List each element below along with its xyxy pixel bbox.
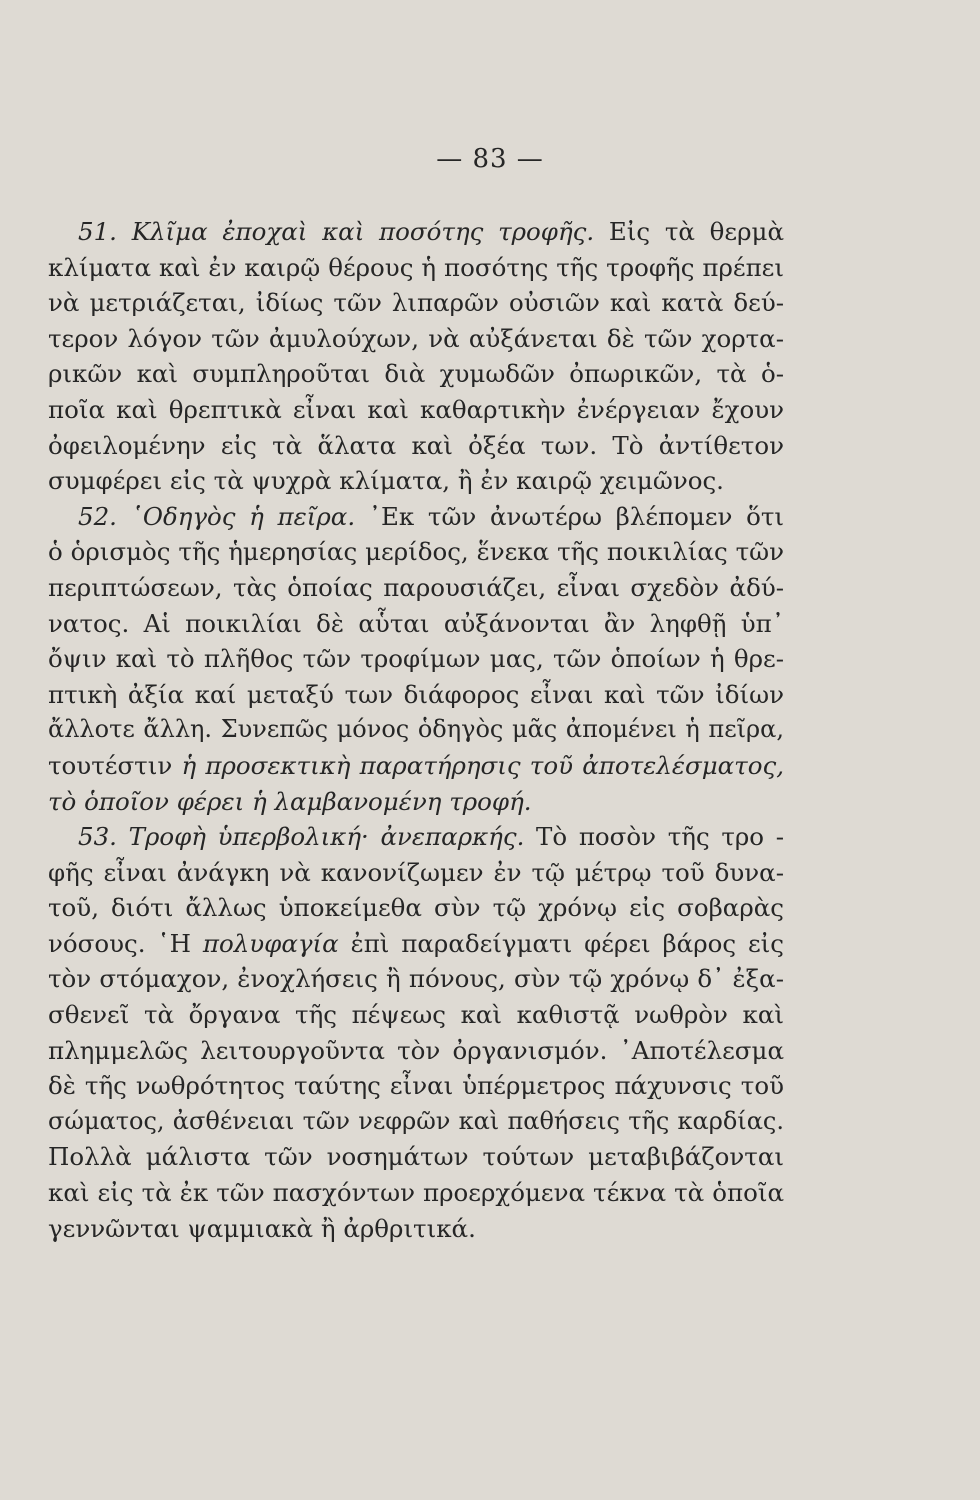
section-52-line-9: τὸ ὁποῖον φέρει ἡ λαμβανομένη τροφή.	[48, 786, 532, 816]
body-text	[48, 214, 784, 1246]
section-53-line-2: φῆς εἶναι ἀνάγκη νὰ κανονίζωμεν ἐν τῷ μέτρῳ τοῦ δυνα-	[48, 857, 784, 887]
section-53-line-9: σώματος, ἀσθένειαι τῶν νεφρῶν καὶ παθήσεις τῆς καρδίας.	[48, 1106, 784, 1135]
section-52-line-8	[48, 748, 784, 784]
section-53-line-8: δὲ τῆς νωθρότητος ταύτης εἶναι ὑπέρμετρος πάχυνσις τοῦ	[48, 1071, 784, 1101]
section-52-prefix: τουτέστιν	[48, 750, 173, 780]
section-53-line-5: τὸν στόμαχον, ἐνοχλήσεις ἢ πόνους, σὺν τῷ χρόνῳ δ᾿ ἐξα-	[48, 964, 784, 994]
section-53-number: 53.	[78, 822, 117, 852]
section-51-heading: Κλῖμα ἐποχαὶ καὶ ποσότης τροφῆς.	[131, 217, 595, 246]
section-52-line-6: πτικὴ ἀξία καί μεταξύ των διάφορος εἶναι καὶ τῶν ἰδίων	[48, 679, 784, 709]
section-52-number: 52.	[78, 501, 117, 531]
section-52-line-3: περιπτώσεων, τὰς ὁποίας παρουσιάζει, εἶναι σχεδὸν ἀδύ-	[48, 572, 784, 602]
section-52-line-5: ὄψιν καὶ τὸ πλῆθος τῶν τροφίμων μας, τῶν ὁποίων ἡ θρε-	[48, 644, 784, 674]
section-53-after: ἐπὶ παραδείγματι φέρει βάρος εἰς	[350, 928, 784, 958]
section-53-text: Τὸ ποσὸν τῆς τρο -	[536, 822, 785, 852]
section-52-line-1	[48, 499, 784, 535]
section-52-italic-1: ἡ προσεκτικὴ παρατήρησις τοῦ ἀποτελέσματος,	[181, 750, 784, 780]
section-51-text: Εἰς τὰ θερμὰ	[608, 217, 784, 246]
section-51-line-4: τερον λόγον τῶν ἀμυλούχων, νὰ αὐξάνεται δὲ τῶν χορτα-	[48, 323, 784, 353]
section-52-line-2: ὁ ὁρισμὸς τῆς ἡμερησίας μερίδος, ἕνεκα τῆς ποικιλίας τῶν	[48, 537, 784, 567]
section-52-text: ᾿Εκ τῶν ἀνωτέρω βλέπομεν ὅτι	[368, 501, 784, 531]
section-52-line-4: νατος. Αἱ ποικιλίαι δὲ αὗται αὐξάνονται ἂν ληφθῇ ὑπ᾿	[48, 608, 784, 638]
section-51-number: 51.	[78, 217, 117, 246]
section-51-line-6: ποῖα καὶ θρεπτικὰ εἶναι καὶ καθαρτικὴν ἐνέργειαν ἔχουν	[48, 394, 784, 424]
section-53-heading: Τροφὴ ὑπερβολική· ἀνεπαρκής.	[128, 822, 525, 852]
section-52-line-7: ἄλλοτε ἄλλη. Συνεπῶς μόνος ὁδηγὸς μᾶς ἀπομένει ἡ πεῖρα,	[48, 715, 784, 744]
section-53-line-1	[48, 819, 784, 855]
page-number: — 83 —	[436, 144, 544, 174]
section-53-line-11: καὶ εἰς τὰ ἐκ τῶν πασχόντων προερχόμενα τέκνα τὰ ὁποῖα	[48, 1178, 784, 1208]
section-53-line-7: πλημμελῶς λειτουργοῦντα τὸν ὀργανισμόν. ᾿Αποτέλεσμα	[48, 1035, 784, 1065]
section-53-line-10: Πολλὰ μάλιστα τῶν νοσημάτων τούτων μεταβιβάζονται	[48, 1142, 784, 1172]
section-51-line-1	[48, 214, 784, 250]
section-51-line-2: κλίματα καὶ ἐν καιρῷ θέρους ἡ ποσότης τῆς τροφῆς πρέπει	[48, 252, 784, 282]
section-53-line-12: γεννῶνται ψαμμιακὰ ἢ ἀρθριτικά.	[48, 1213, 476, 1243]
section-53-polyfagia: πολυφαγία	[202, 928, 339, 958]
section-53-before: ῾Η	[157, 928, 192, 958]
section-53-line-3: τοῦ, διότι ἄλλως ὑποκείμεθα σὺν τῷ χρόνῳ εἰς σοβαρὰς	[48, 893, 784, 923]
section-52-heading: ῾Οδηγὸς ἡ πεῖρα.	[130, 501, 356, 531]
section-53-line-4	[48, 926, 784, 962]
section-53-nosous: νόσους.	[48, 928, 146, 958]
section-51-line-3: νὰ μετριάζεται, ἰδίως τῶν λιπαρῶν οὐσιῶν καὶ κατὰ δεύ-	[48, 288, 784, 318]
section-51-line-8: συμφέρει εἰς τὰ ψυχρὰ κλίματα, ἢ ἐν καιρῷ χειμῶνος.	[48, 466, 724, 496]
section-51-line-5: ρικῶν καὶ συμπληροῦται διὰ χυμωδῶν ὀπωρικῶν, τὰ ὁ-	[48, 359, 784, 389]
section-53-line-6: σθενεῖ τὰ ὄργανα τῆς πέψεως καὶ καθιστᾷ νωθρὸν καὶ	[48, 1000, 784, 1030]
section-51-line-7: ὀφειλομένην εἰς τὰ ἅλατα καὶ ὀξέα των. Τὸ ἀντίθετον	[48, 430, 784, 460]
